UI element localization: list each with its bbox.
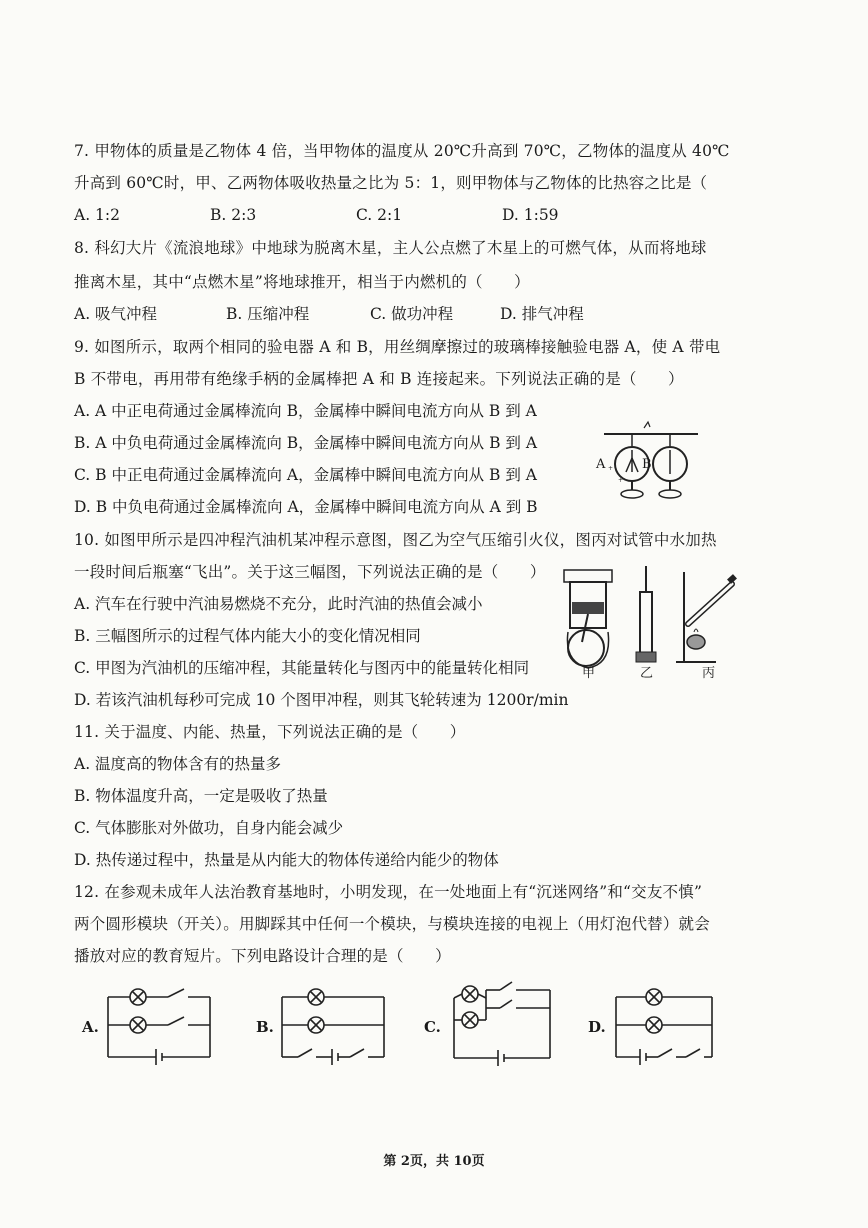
q9-stem-line1: 9. 如图所示，取两个相同的验电器 A 和 B，用丝绸摩擦过的玻璃棒接触验电器 A，使 A 带电 [74, 338, 721, 356]
q8-option-d[interactable]: D. 排气冲程 [500, 305, 584, 323]
q7-stem-line1: 7. 甲物体的质量是乙物体 4 倍，当甲物体的温度从 20℃升高到 70℃，乙物体的温度从 40℃ [74, 142, 730, 160]
q7-option-c[interactable]: C. 2:1 [356, 206, 403, 224]
q8-option-c[interactable]: C. 做功冲程 [370, 305, 454, 323]
q7-option-d[interactable]: D. 1:59 [502, 206, 559, 224]
q7-option-a[interactable]: A. 1:2 [74, 206, 120, 224]
q12-stem-line3: 播放对应的教育短片。下列电路设计合理的是（ ） [74, 947, 451, 965]
circuit-label-c[interactable]: C. [424, 1018, 441, 1036]
svg-text:+: + [608, 465, 614, 472]
circuit-label-a[interactable]: A. [82, 1018, 99, 1036]
electroscope-label-a: A [596, 457, 606, 472]
engine-drawings [556, 562, 746, 682]
q11-stem-line1: 11. 关于温度、内能、热量，下列说法正确的是（ ） [74, 723, 466, 741]
q8-option-b[interactable]: B. 压缩冲程 [226, 305, 310, 323]
q11-option-c[interactable]: C. 气体膨胀对外做功，自身内能会减少 [74, 819, 344, 837]
q10-figures [556, 562, 746, 682]
q10-option-b[interactable]: B. 三幅图所示的过程气体内能大小的变化情况相同 [74, 627, 421, 645]
circuit-d[interactable] [612, 985, 724, 1069]
q7-option-b[interactable]: B. 2:3 [210, 206, 257, 224]
q9-stem-line2: B 不带电，再用带有绝缘手柄的金属棒把 A 和 B 连接起来。下列说法正确的是（ ） [74, 370, 684, 388]
q11-option-a[interactable]: A. 温度高的物体含有的热量多 [74, 755, 282, 773]
q10-stem-line2: 一段时间后瓶塞“飞出”。关于这三幅图，下列说法正确的是（ ） [74, 563, 546, 581]
circuit-a[interactable] [104, 985, 216, 1069]
q11-option-d[interactable]: D. 热传递过程中，热量是从内能大的物体传递给内能少的物体 [74, 851, 499, 869]
electroscope-label-b: B [642, 457, 652, 472]
q12-stem-line1: 12. 在参观未成年人法治教育基地时，小明发现，在一处地面上有“沉迷网络”和“交友不慎” [74, 883, 703, 901]
q10-option-a[interactable]: A. 汽车在行驶中汽油易燃烧不充分，此时汽油的热值会减小 [74, 595, 483, 613]
q8-option-a[interactable]: A. 吸气冲程 [74, 305, 158, 323]
q12-stem-line2: 两个圆形模块（开关）。用脚踩其中任何一个模块，与模块连接的电视上（用灯泡代替）就会 [74, 915, 710, 933]
q7-stem-line2: 升高到 60℃时，甲、乙两物体吸收热量之比为 5：1，则甲物体与乙物体的比热容之比是（ [74, 174, 708, 192]
page-number-footer: 第 2页，共 10页 [383, 1154, 485, 1169]
q10-option-c[interactable]: C. 甲图为汽油机的压缩冲程，其能量转化与图丙中的能量转化相同 [74, 659, 530, 677]
circuit-label-b[interactable]: B. [256, 1018, 274, 1036]
q10-option-d[interactable]: D. 若该汽油机每秒可完成 10 个图甲冲程，则其飞轮转速为 1200r/min [74, 691, 569, 709]
q8-stem-line2: 推离木星，其中“点燃木星”将地球推开，相当于内燃机的（ ） [74, 273, 530, 291]
figure-label-bing: 丙 [702, 666, 716, 681]
circuit-c[interactable] [446, 980, 558, 1070]
q11-option-b[interactable]: B. 物体温度升高，一定是吸收了热量 [74, 787, 328, 805]
q9-option-c[interactable]: C. B 中正电荷通过金属棒流向 A，金属棒中瞬间电流方向从 B 到 A [74, 466, 537, 484]
q8-stem-line1: 8. 科幻大片《流浪地球》中地球为脱离木星，主人公点燃了木星上的可燃气体，从而将地球 [74, 239, 707, 257]
q9-option-b[interactable]: B. A 中负电荷通过金属棒流向 B，金属棒中瞬间电流方向从 B 到 A [74, 434, 538, 452]
q9-option-a[interactable]: A. A 中正电荷通过金属棒流向 B，金属棒中瞬间电流方向从 B 到 A [74, 402, 537, 420]
electroscope-figure [596, 420, 706, 502]
figure-label-jia: 甲 [582, 666, 596, 681]
circuit-b[interactable] [278, 985, 390, 1069]
q10-stem-line1: 10. 如图甲所示是四冲程汽油机某冲程示意图，图乙为空气压缩引火仪，图丙对试管中水加热 [74, 531, 717, 549]
q9-option-d[interactable]: D. B 中负电荷通过金属棒流向 A，金属棒中瞬间电流方向从 A 到 B [74, 498, 538, 516]
figure-label-yi: 乙 [640, 666, 654, 681]
circuit-label-d[interactable]: D. [588, 1018, 606, 1036]
svg-text:+: + [618, 477, 624, 484]
